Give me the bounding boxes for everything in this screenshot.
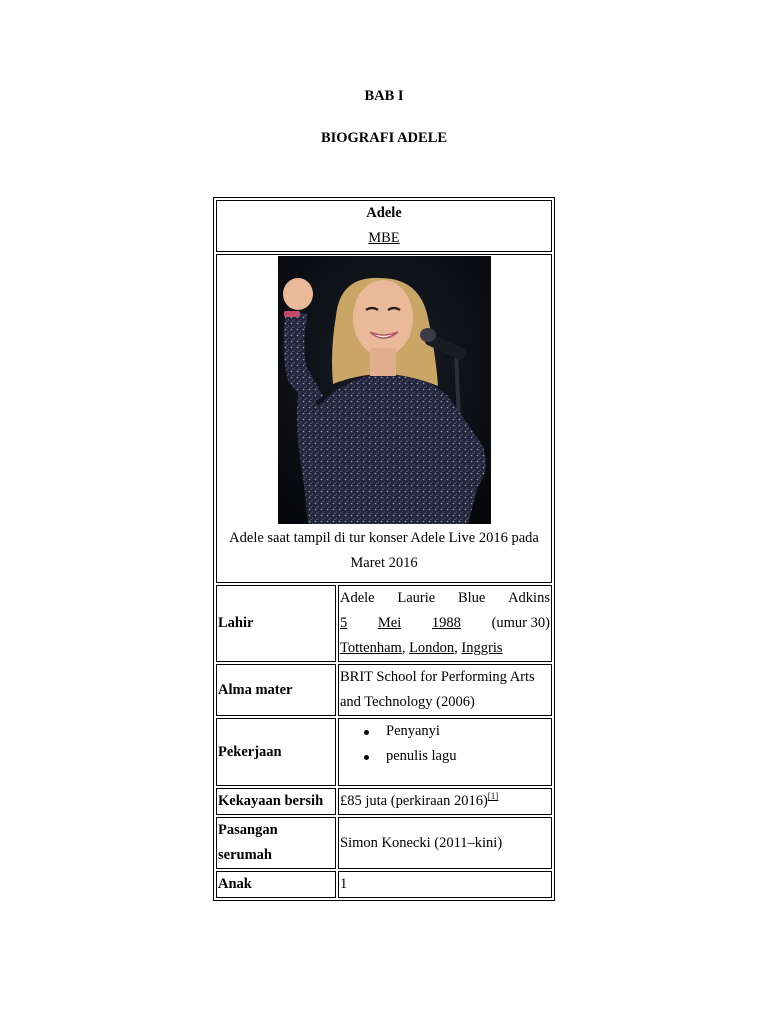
value-occupation	[338, 718, 552, 786]
list-item: penulis lagu	[386, 744, 550, 769]
place-separator: ,	[401, 640, 406, 656]
infobox-row-net-worth	[216, 788, 552, 815]
honorific-link[interactable]: MBE	[368, 230, 400, 246]
value-born	[338, 585, 552, 662]
birth-day-link[interactable]: 5	[340, 615, 348, 631]
chapter-heading: BAB I	[364, 88, 404, 104]
infobox-row-alma-mater	[216, 664, 552, 716]
value-alma-mater: BRIT School for Performing Arts and Technology (2006)	[338, 664, 552, 716]
label-net-worth: Kekayaan bersih	[216, 788, 336, 815]
infobox-row-born	[216, 585, 552, 662]
infobox-row-spouse	[216, 817, 552, 869]
infobox-image-row	[216, 254, 552, 583]
name-word: Adkins	[508, 590, 550, 606]
born-date	[340, 611, 550, 636]
born-place	[340, 636, 550, 661]
label-born: Lahir	[216, 585, 336, 662]
reference-link[interactable]: [1]	[487, 791, 499, 802]
infobox-header-row	[216, 200, 552, 252]
place-link-inggris[interactable]: Inggris	[461, 640, 503, 656]
infobox-row-occupation	[216, 718, 552, 786]
birth-month-link[interactable]: Mei	[377, 615, 402, 631]
age-text: (umur 30)	[491, 615, 550, 631]
list-item: Penyanyi	[386, 719, 550, 744]
born-full-name	[340, 586, 550, 611]
person-name: Adele	[366, 205, 402, 221]
label-alma-mater: Alma mater	[216, 664, 336, 716]
label-children: Anak	[216, 871, 336, 898]
place-link-tottenham[interactable]: Tottenham	[340, 640, 402, 656]
infobox-name-cell	[216, 200, 552, 252]
portrait-photo	[278, 256, 491, 524]
name-word: Laurie	[397, 590, 436, 606]
infobox-image-cell	[216, 254, 552, 583]
occupation-list	[340, 719, 550, 769]
label-spouse: Pasangan serumah	[216, 817, 336, 869]
birth-year-link[interactable]: 1988	[431, 615, 461, 631]
infobox-table	[213, 197, 555, 901]
place-separator: ,	[454, 640, 458, 656]
value-net-worth	[338, 788, 552, 815]
image-caption: Adele saat tampil di tur konser Adele Live 2016 pada Maret 2016	[229, 530, 539, 571]
value-spouse: Simon Konecki (2011–kini)	[338, 817, 552, 869]
net-worth-text: £85 juta (perkiraan 2016)	[340, 793, 488, 809]
name-word: Adele	[340, 590, 375, 606]
name-word: Blue	[457, 590, 486, 606]
place-link-london[interactable]: London	[409, 640, 455, 656]
document-title: BIOGRAFI ADELE	[320, 130, 448, 146]
infobox-row-children	[216, 871, 552, 898]
value-children: 1	[338, 871, 552, 898]
label-occupation: Pekerjaan	[216, 718, 336, 786]
